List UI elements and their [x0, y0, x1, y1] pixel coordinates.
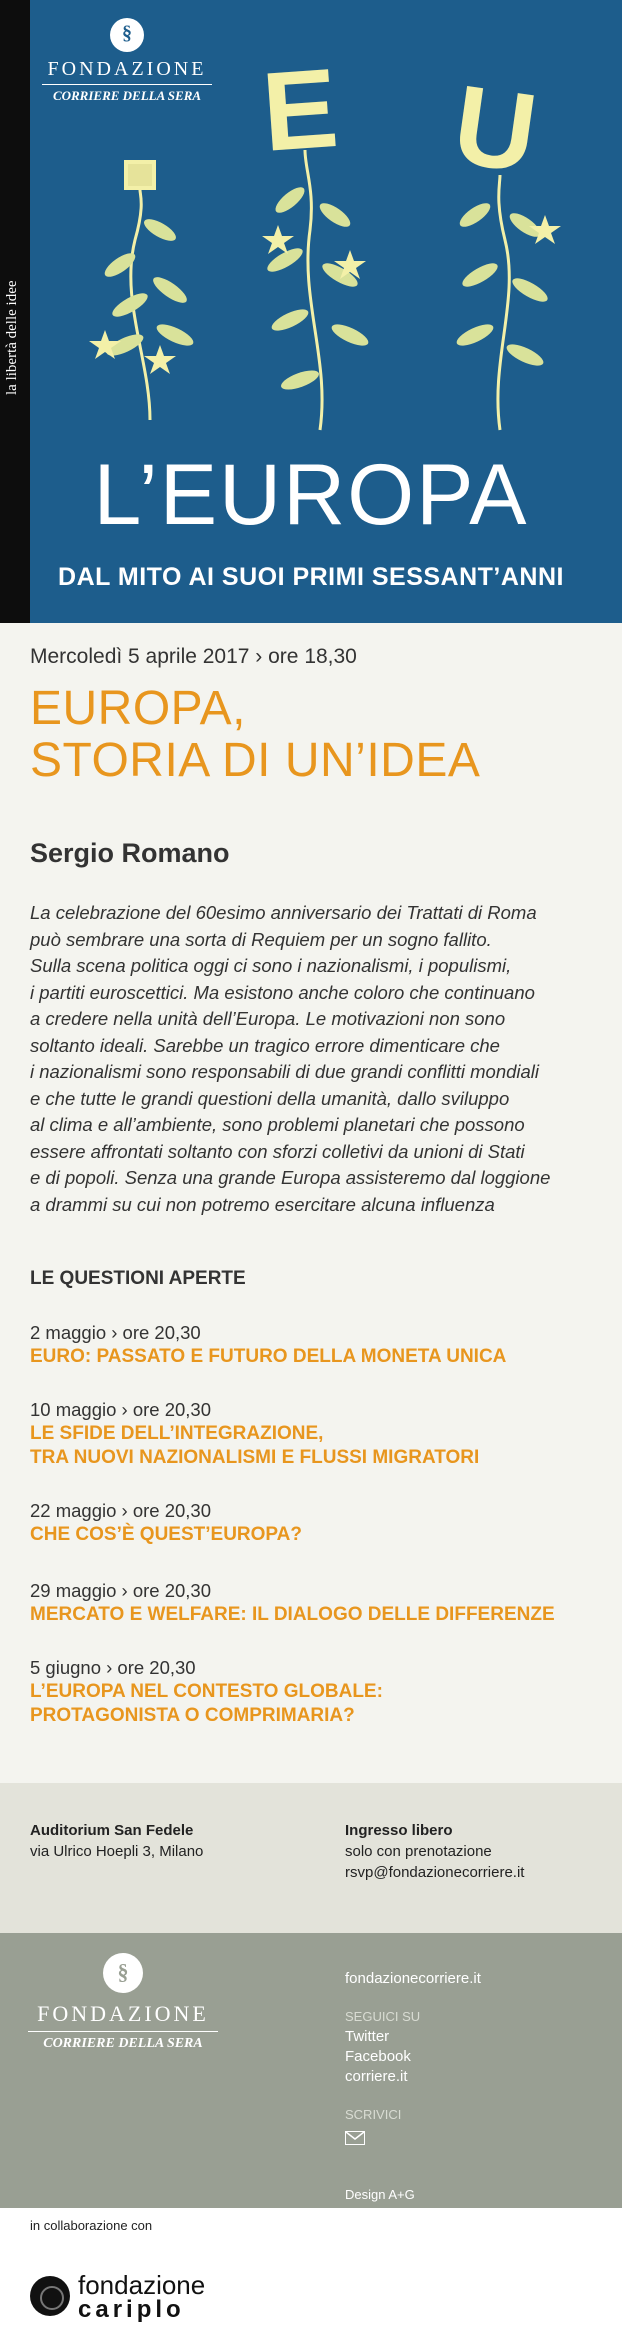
hero-banner: [0, 0, 622, 623]
hero-subtitle: DAL MITO AI SUOI PRIMI SESSANT’ANNI: [58, 563, 564, 591]
collaboration-section: [0, 2208, 622, 2350]
corriere-link[interactable]: corriere.it: [345, 2068, 408, 2085]
venue-section: [0, 1783, 622, 1933]
question-title: LE SFIDE DELL’INTEGRAZIONE, TRA NUOVI NAZIONALISMI E FLUSSI MIGRATORI: [30, 1423, 480, 1468]
twitter-link[interactable]: Twitter: [345, 2028, 390, 2045]
facebook-link[interactable]: Facebook: [345, 2048, 411, 2065]
abstract-line: i nazionalismi sono responsabili di due grandi conflitti mondiali: [30, 1061, 540, 1082]
venue-name: Auditorium San Fedele: [30, 1822, 194, 1839]
side-tagline: la libertà delle idee: [4, 280, 20, 395]
star: [144, 345, 176, 374]
question-date: 29 maggio › ore 20,30: [30, 1580, 212, 1601]
website-link[interactable]: fondazionecorriere.it: [345, 1970, 481, 1987]
abstract-line: può sembrare una sorta di Requiem per un sogno fallito.: [30, 928, 492, 950]
footer-logo-line-2: CORRIERE DELLA SERA: [43, 2036, 203, 2051]
leaves: [101, 183, 551, 393]
question-date: 10 maggio › ore 20,30: [30, 1399, 212, 1420]
question-item[interactable]: [30, 1499, 302, 1547]
question-title: MERCATO E WELFARE: IL DIALOGO DELLE DIFFERENZE: [30, 1604, 555, 1625]
venue-address: via Ulrico Hoepli 3, Milano: [30, 1843, 204, 1860]
fondazione-seal-icon: §: [110, 18, 144, 52]
envelope-icon[interactable]: [345, 2131, 365, 2145]
letter-u: U: [446, 61, 544, 197]
abstract-line: a drammi su cui non potremo esercitare alcuna influenza: [30, 1193, 495, 1215]
event-date: Mercoledì 5 aprile 2017 › ore 18,30: [30, 645, 357, 668]
follow-label: SEGUICI SU: [345, 2009, 421, 2024]
event-title-line: EUROPA,: [30, 682, 246, 735]
event-title-line: STORIA DI UN’IDEA: [30, 734, 481, 787]
abstract-line: i partiti euroscettici. Ma esistono anche coloro che continuano: [30, 981, 535, 1003]
star: [262, 225, 294, 254]
footer: [0, 1933, 622, 2208]
cariplo-emblem-icon: [30, 2276, 70, 2316]
logo-line-1: FONDAZIONE: [42, 58, 212, 85]
question-item[interactable]: [30, 1398, 479, 1470]
collab-label: in collaborazione con: [30, 2218, 153, 2233]
event-abstract: [30, 900, 600, 1218]
abstract-line: e di popoli. Senza una grande Europa assisteremo dal loggione: [30, 1167, 551, 1188]
venue-location: [30, 1820, 203, 1862]
abstract-line: al clima e all’ambiente, sono problemi planetari che possono: [30, 1114, 525, 1135]
design-credit: Design A+G: [345, 2187, 415, 2202]
letter-e: E: [258, 44, 342, 175]
cariplo-name-line-1: fondazione: [78, 2270, 206, 2300]
cariplo-name-line-2: cariplo: [78, 2296, 185, 2323]
fondazione-seal-icon: §: [103, 1953, 143, 1993]
question-item[interactable]: [30, 1579, 555, 1627]
abstract-line: a credere nella unità dell’Europa. Le motivazioni non sono: [30, 1008, 506, 1029]
footer-links: [345, 1969, 595, 2145]
question-title: L’EUROPA NEL CONTESTO GLOBALE: PROTAGONISTA O COMPRIMARIA?: [30, 1681, 383, 1726]
stars: [89, 215, 561, 374]
write-label: SCRIVICI: [345, 2107, 402, 2122]
question-item[interactable]: [30, 1656, 383, 1728]
booking-email-link[interactable]: rsvp@fondazionecorriere.it: [345, 1864, 525, 1881]
question-item[interactable]: [30, 1321, 506, 1369]
abstract-line: La celebrazione del 60esimo anniversario dei Trattati di Roma: [30, 902, 537, 923]
booking-note: solo con prenotazione: [345, 1843, 492, 1860]
logo-line-2: CORRIERE DELLA SERA: [52, 88, 202, 103]
questions-heading: LE QUESTIONI APERTE: [30, 1268, 246, 1289]
venue-booking: [345, 1820, 524, 1883]
question-date: 5 giugno › ore 20,30: [30, 1657, 196, 1678]
speaker-name: Sergio Romano: [30, 838, 230, 868]
question-title: EURO: PASSATO E FUTURO DELLA MONETA UNICA: [30, 1346, 507, 1367]
abstract-line: Sulla scena politica oggi ci sono i nazionalismi, i populismi,: [30, 955, 512, 976]
question-date: 22 maggio › ore 20,30: [30, 1500, 212, 1521]
hero-title: L’EUROPA: [93, 447, 529, 543]
stem-right: [498, 175, 509, 430]
question-date: 2 maggio › ore 20,30: [30, 1322, 201, 1343]
stem-middle: [305, 150, 322, 430]
abstract-line: soltanto ideali. Sarebbe un tragico errore dimenticare che: [30, 1034, 500, 1056]
abstract-line: essere affrontati soltanto con sforzi colletivi da unioni di Stati: [30, 1140, 525, 1162]
event-title: [30, 683, 480, 787]
entry-label: Ingresso libero: [345, 1822, 453, 1839]
question-title: CHE COS’È QUEST’EUROPA?: [30, 1524, 303, 1545]
footer-logo-line-1: FONDAZIONE: [28, 2001, 218, 2032]
abstract-line: e che tutte le grandi questioni della umanità, dallo sviluppo: [30, 1087, 510, 1109]
footer-logo[interactable]: [28, 1953, 218, 2052]
